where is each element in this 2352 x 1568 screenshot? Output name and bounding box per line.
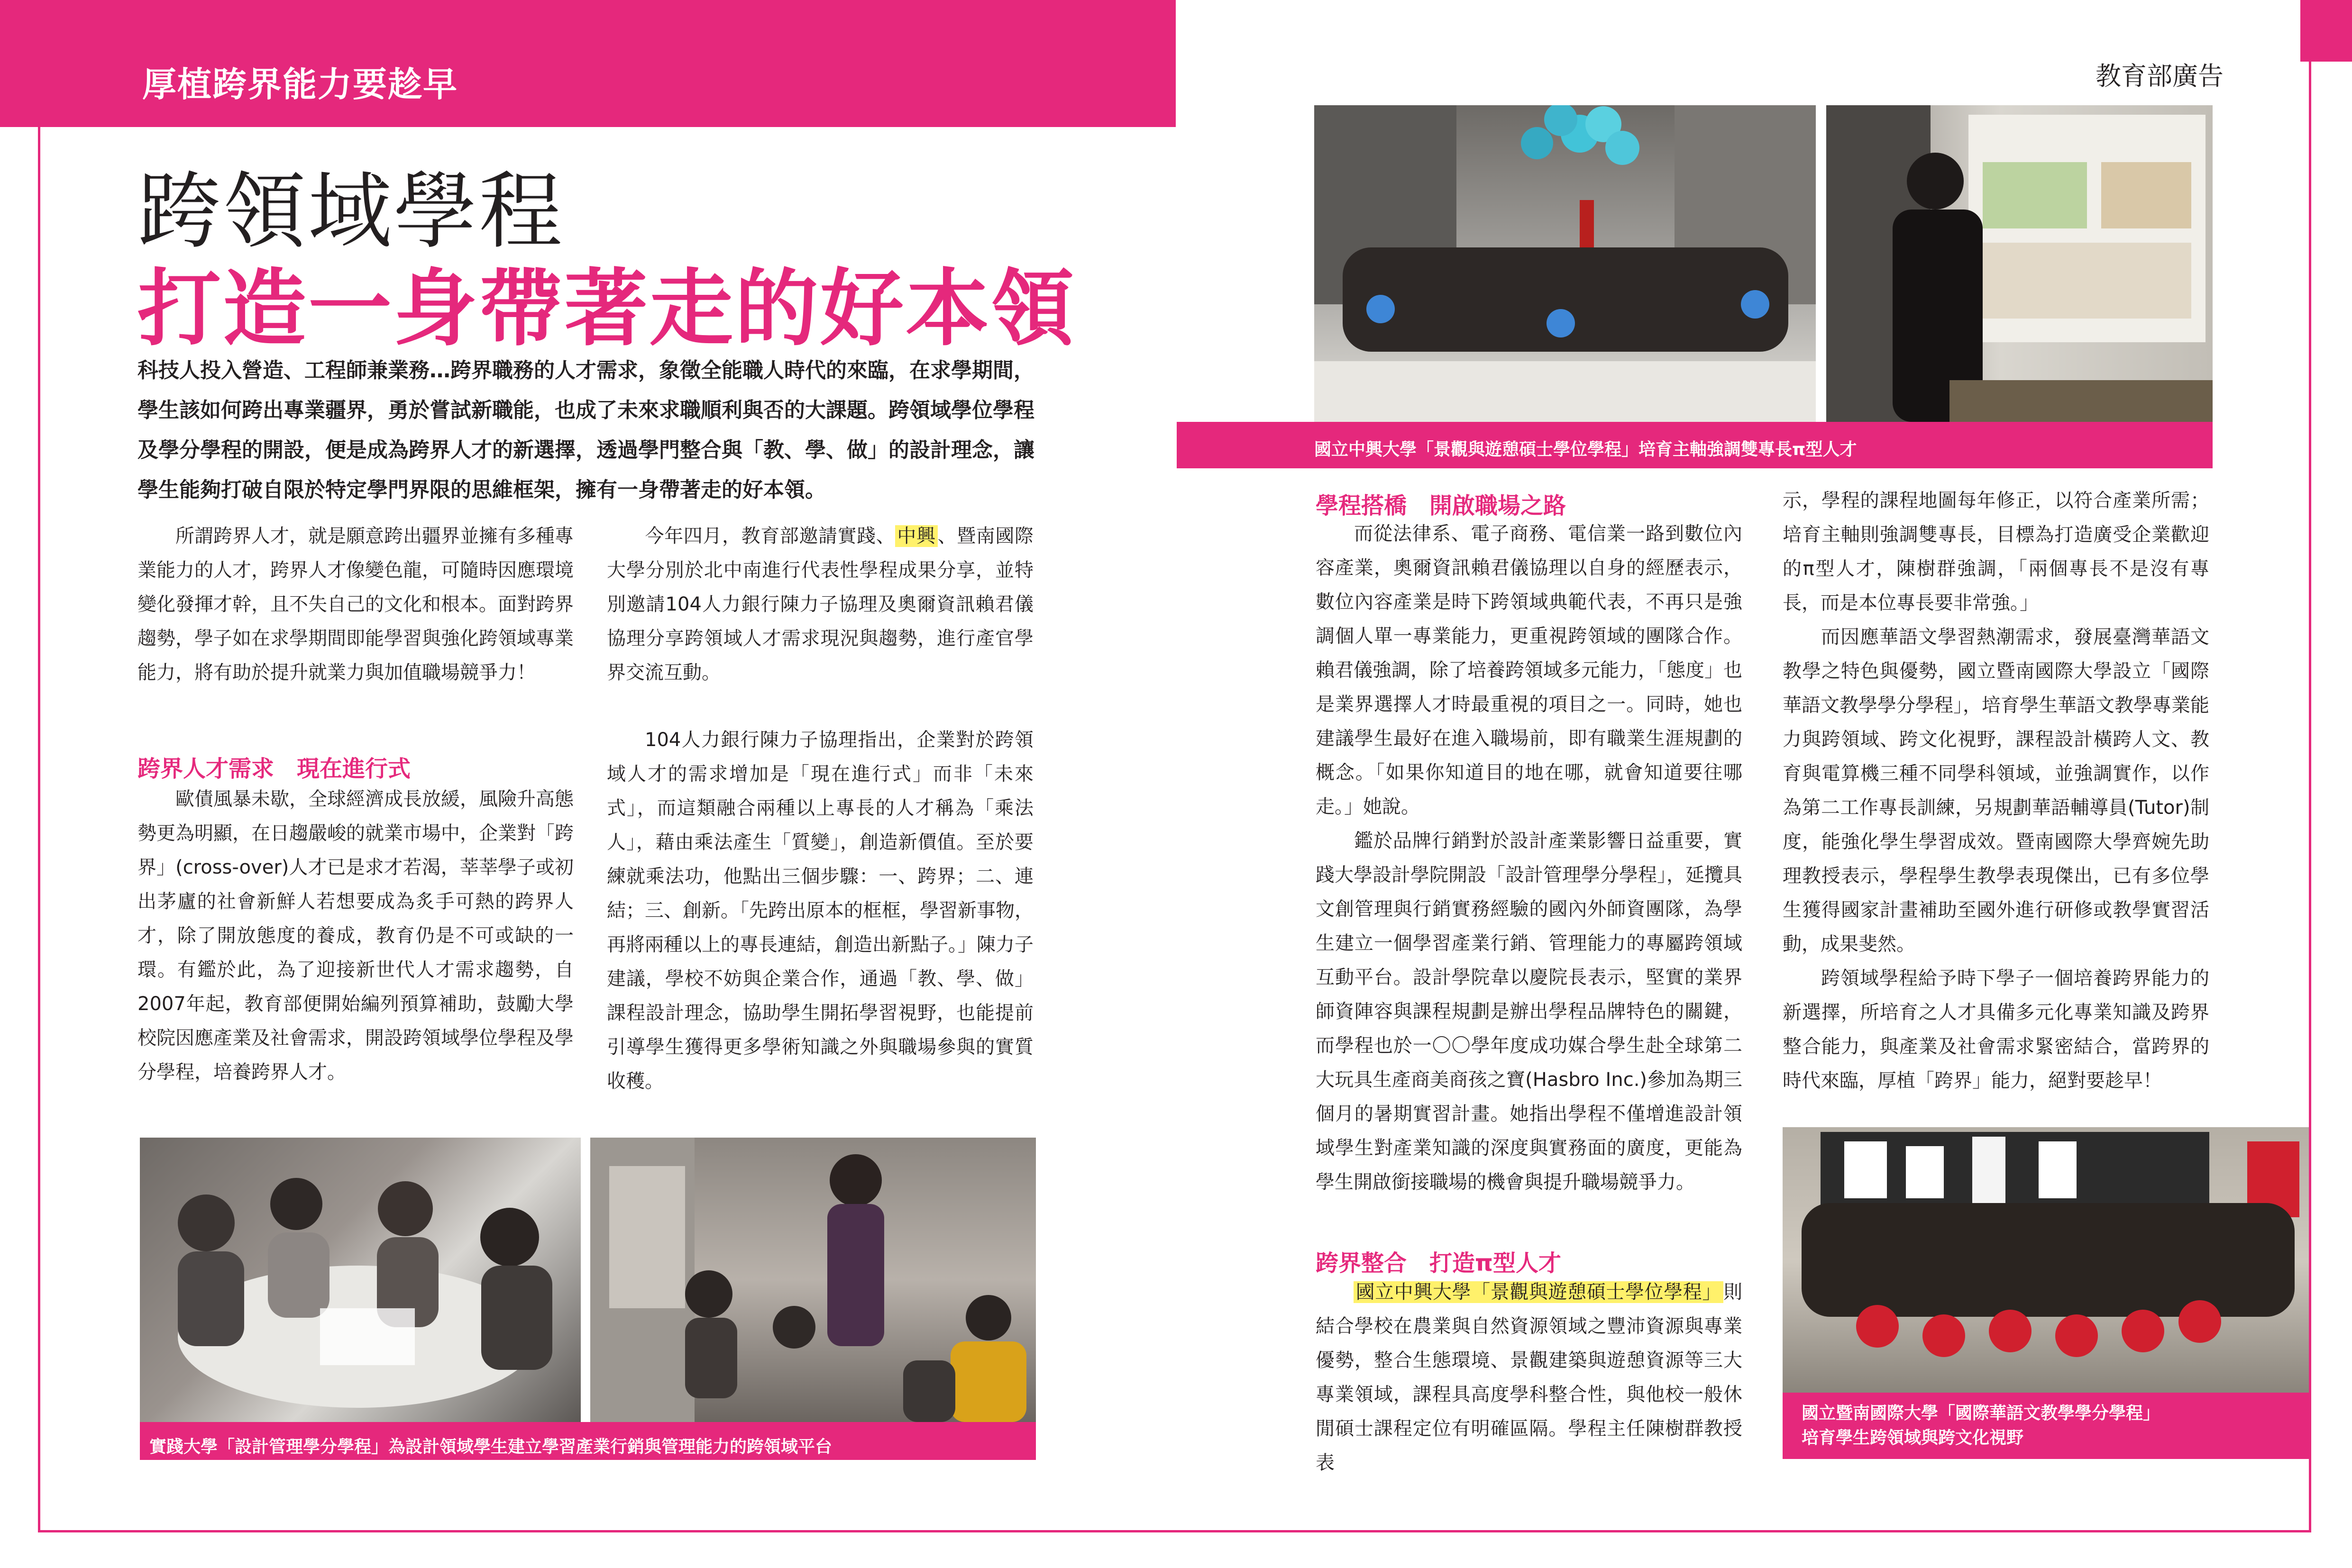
photo-group-balloons-art <box>1314 105 1816 422</box>
photo-group-discussion <box>140 1138 581 1422</box>
headline-line-2: 打造一身帶著走的好本領 <box>137 260 1077 357</box>
col3-subheading-2: 跨界整合 打造π型人才 <box>1316 1250 1561 1276</box>
col4-paragraph-1: 示，學程的課程地圖每年修正，以符合產業所需；培育主軸則強調雙專長，目標為打造廣受企業歡迎的π型人才，陳樹群強調，「兩個專長不是沒有專長，而是本位專長要非常強。」 <box>1783 490 2209 614</box>
photo-calligraphy-group-art <box>1783 1127 2309 1393</box>
col3-paragraph-2: 鑑於品牌行銷對於設計產業影響日益重要，實踐大學設計學院開設「設計管理學分學程」，延攬具文創管理與行銷實務經驗的國內外師資團隊，為學生建立一個學習產業行銷、管理能力的專屬跨領域互動平台。設計學院韋以慶院長表示，堅實的業界師資陣容與課程規劃是辦出學程品牌特色的關鍵，而學程也於一〇〇學年度成功媒合學生赴全球第二大玩具生產商美商孩之寶(Hasbro Inc.)參加為期三個月的暑期實習計畫。她指出學程不僅增進設計領域學生對產業知識的深度與實務面的廣度，更能為學生開啟銜接職場的機會與提升職場競爭力。 <box>1316 830 1742 1193</box>
caption-bottom-left: 實踐大學「設計管理學分學程」為設計領域學生建立學習產業行銷與管理能力的跨領域平台 <box>140 1422 1036 1460</box>
caption-bottom-right-line-2: 培育學生跨領域與跨文化視野 <box>1802 1428 2024 1448</box>
col3-paragraph-1: 而從法律系、電子商務、電信業一路到數位內容產業，奧爾資訊賴君儀協理以自身的經歷表示，數位內容產業是時下跨領域典範代表，不再只是強調個人單一專業能力，更重視跨領域的團隊合作。賴君儀強調，除了培養跨領域多元能力，「態度」也是業界選擇人才時最重視的項目之一。同時，她也建議學生最好在進入職場前，即有職業生涯規劃的概念。「如果你知道目的地在哪，就會知道要往哪走。」她說。 <box>1316 523 1742 818</box>
caption-top-right: 國立中興大學「景觀與遊憩碩士學位學程」培育主軸強調雙專長π型人才 <box>1177 422 2213 468</box>
col3-subheading-1: 學程搭橋 開啟職場之路 <box>1316 492 1566 519</box>
col1-subheading: 跨界人才需求 現在進行式 <box>137 756 411 782</box>
col1-paragraph-2: 歐債風暴未歇，全球經濟成長放緩，風險升高態勢更為明顯，在日趨嚴峻的就業市場中，企業對「跨界」(cross-over)人才已是求才若渴，莘莘學子或初出茅廬的社會新鮮人若想要成為炙手可熱的跨界人才，除了開放態度的養成，教育仍是不可或缺的一環。有鑑於此，為了迎接新世代人才需求趨勢，自2007年起，教育部便開始編列預算補助，鼓勵大學校院因應產業及社會需求，開設跨領域學位學程及學分學程，培養跨界人才。 <box>137 788 574 1083</box>
headline-line-1: 跨領域學程 <box>137 163 565 260</box>
header-band-right <box>2300 0 2352 62</box>
caption-bottom-right-line-1: 國立暨南國際大學「國際華語文教學學分學程」 <box>1802 1404 2160 1423</box>
caption-bottom-right <box>1783 1393 2309 1459</box>
lead-paragraph: 科技人投入營造、工程師兼業務…跨界職務的人才需求，象徵全能職人時代的來臨，在求學期間，學生該如何跨出專業疆界，勇於嘗試新職能，也成了未來求職順利與否的大課題。跨領域學位學程及學分學程的開設，便是成為跨界人才的新選擇，透過學門整合與「教、學、做」的設計理念，讓學生能夠打破自限於特定學門界限的思維框架，擁有一身帶著走的好本領。 <box>137 358 1034 502</box>
col4-paragraph-2: 而因應華語文學習熱潮需求，發展臺灣華語文教學之特色與優勢，國立暨南國際大學設立「國際華語文教學學分學程」，培育學生華語文教學專業能力與跨領域、跨文化視野，課程設計橫跨人文、教育與電算機三種不同學科領域，並強調實作，以作為第二工作專長訓練，另規劃華語輔導員(Tutor)制度，能強化學生學習成效。暨南國際大學齊婉先助理教授表示，學程學生教學表現傑出，已有多位學生獲得國家計畫補助至國外進行研修或教學實習活動，成果斐然。 <box>1783 626 2209 955</box>
col3-paragraph-3: 國立中興大學「景觀與遊憩碩士學位學程」 則結合學校在農業與自然資源領域之豐沛資源與專業優勢，整合生態環境、景觀建築與遊憩資源等三大專業領域，課程具高度學科整合性，與他校一般休閒碩士課程定位有明確區隔。學程主任陳樹群教授表 <box>1316 1281 1742 1474</box>
frame-bottom-line <box>38 1530 2311 1532</box>
col2-paragraph-2: 104人力銀行陳力子協理指出，企業對於跨領域人才的需求增加是「現在進行式」而非「未來式」，而這類融合兩種以上專長的人才稱為「乘法人」，藉由乘法產生「質變」，創造新價值。至於要練就乘法功，他點出三個步驟：一、跨界；二、連結；三、創新。「先跨出原本的框框，學習新事物，再將兩種以上的專長連結，創造出新點子。」陳力子建議，學校不妨與企業合作，通過「教、學、做」課程設計理念，協助學生開拓學習視野，也能提前引導學生獲得更多學術知識之外與職場參與的實質收穫。 <box>607 729 1034 1092</box>
col2-paragraph-1: 今年四月，教育部邀請實踐、 中興 、暨南國際大學分別於北中南進行代表性學程成果分享，並特別邀請104人力銀行陳力子協理及奧爾資訊賴君儀協理分享跨領域人才需求現況與趨勢，進行產官學界交流互動。 <box>607 525 1034 684</box>
photo-poster-speaker <box>1826 105 2213 422</box>
photo-group-discussion-art <box>140 1138 581 1422</box>
ad-label: 教育部廣告 <box>2096 61 2224 91</box>
photo-calligraphy-group <box>1783 1127 2309 1393</box>
frame-left-line <box>38 127 40 1530</box>
section-title: 厚植跨界能力要趁早 <box>142 64 458 104</box>
col4-paragraph-3: 跨領域學程給予時下學子一個培養跨界能力的新選擇，所培育之人才具備多元化專業知識及跨界整合能力，與產業及社會需求緊密結合，當跨界的時代來臨，厚植「跨界」能力，絕對要趁早！ <box>1783 967 2209 1092</box>
photo-group-balloons <box>1314 105 1816 422</box>
photo-poster-speaker-art <box>1826 105 2213 422</box>
frame-right-line <box>2309 62 2311 1531</box>
photo-presentation-art <box>590 1138 1036 1422</box>
highlight-zhongxing: 中興 <box>895 525 937 547</box>
highlight-zhongxing-program: 國立中興大學「景觀與遊憩碩士學位學程」 <box>1354 1281 1723 1303</box>
col1-paragraph-1: 所謂跨界人才，就是願意跨出疆界並擁有多種專業能力的人才，跨界人才像變色龍，可隨時因應環境變化發揮才幹，且不失自己的文化和根本。面對跨界趨勢，學子如在求學期間即能學習與強化跨領域專業能力，將有助於提升就業力與加值職場競爭力！ <box>137 525 574 684</box>
photo-presentation <box>590 1138 1036 1422</box>
